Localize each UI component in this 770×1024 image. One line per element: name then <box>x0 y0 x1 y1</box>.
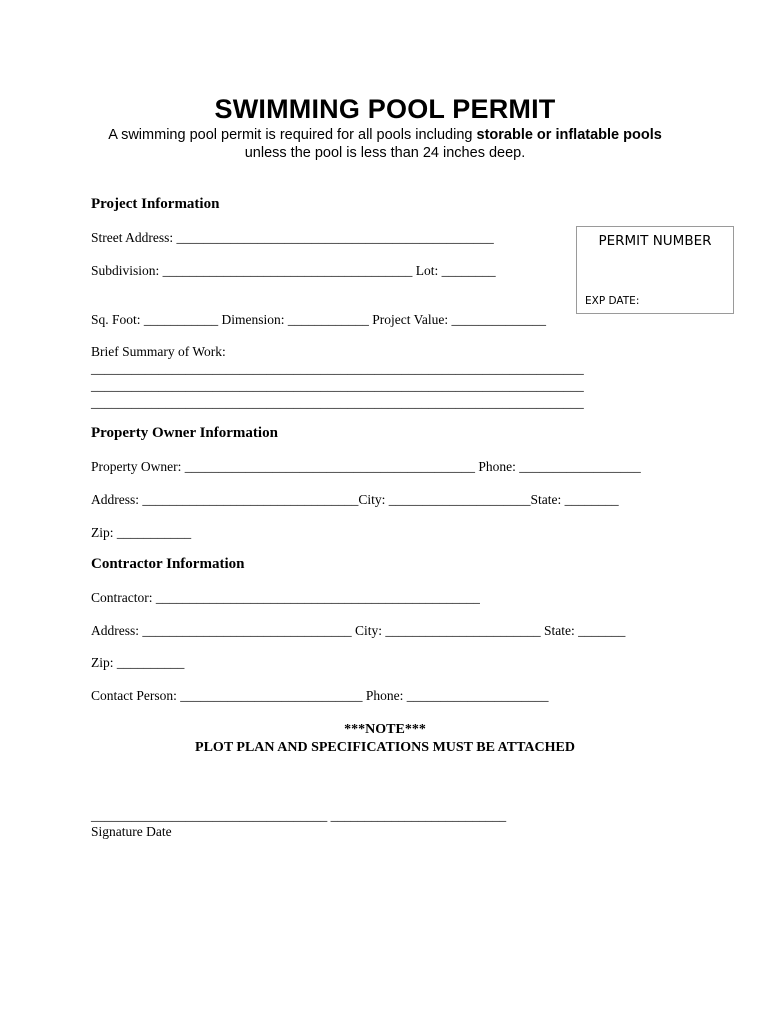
sq-foot-dimension-value-field[interactable]: Sq. Foot: ___________ Dimension: ____________ Project Value: ______________ <box>91 312 546 327</box>
form-title: SWIMMING POOL PERMIT <box>214 94 556 124</box>
property-owner-heading: Property Owner Information <box>91 425 278 441</box>
subdivision-lot-field[interactable]: Subdivision: _____________________________________ Lot: ________ <box>91 263 496 278</box>
summary-line[interactable]: _________________________________________________________________________ <box>91 361 584 376</box>
project-information-heading: Project Information <box>91 196 220 212</box>
contractor-information-heading: Contractor Information <box>91 556 245 572</box>
permit-number-box[interactable] <box>576 226 734 314</box>
permit-number-label: PERMIT NUMBER <box>598 233 712 249</box>
contractor-zip-field[interactable]: Zip: __________ <box>91 655 185 670</box>
property-owner-phone-field[interactable]: Property Owner: ___________________________________________ Phone: __________________ <box>91 459 641 474</box>
signature-date-lines[interactable]: ___________________________________ __________________________ <box>91 808 507 823</box>
owner-zip-field[interactable]: Zip: ___________ <box>91 525 192 540</box>
form-subtitle-line-1 <box>0 127 770 143</box>
signature-date-label: Signature Date <box>91 824 172 839</box>
subtitle-text: A swimming pool permit is required for all pools including <box>108 127 477 143</box>
contractor-field[interactable]: Contractor: ________________________________________________ <box>91 590 480 605</box>
summary-label: Brief Summary of Work: <box>91 344 226 359</box>
street-address-field[interactable]: Street Address: _______________________________________________ <box>91 230 494 245</box>
summary-line[interactable]: _________________________________________________________________________ <box>91 378 584 393</box>
owner-address-city-state-field[interactable]: Address: ________________________________City: _____________________State: ________ <box>91 492 619 507</box>
contractor-address-city-state-field[interactable]: Address: _______________________________ City: _______________________ State: _______ <box>91 623 626 638</box>
exp-date-label: EXP DATE: <box>585 295 640 307</box>
note-text: PLOT PLAN AND SPECIFICATIONS MUST BE ATTACHED <box>195 740 575 755</box>
subtitle-emphasis: storable or inflatable pools <box>476 127 662 143</box>
contact-person-phone-field[interactable]: Contact Person: ___________________________ Phone: _____________________ <box>91 688 549 703</box>
summary-line[interactable]: _________________________________________________________________________ <box>91 395 584 410</box>
note-title: ***NOTE*** <box>344 722 426 737</box>
form-subtitle-line-2: unless the pool is less than 24 inches deep. <box>244 145 526 161</box>
